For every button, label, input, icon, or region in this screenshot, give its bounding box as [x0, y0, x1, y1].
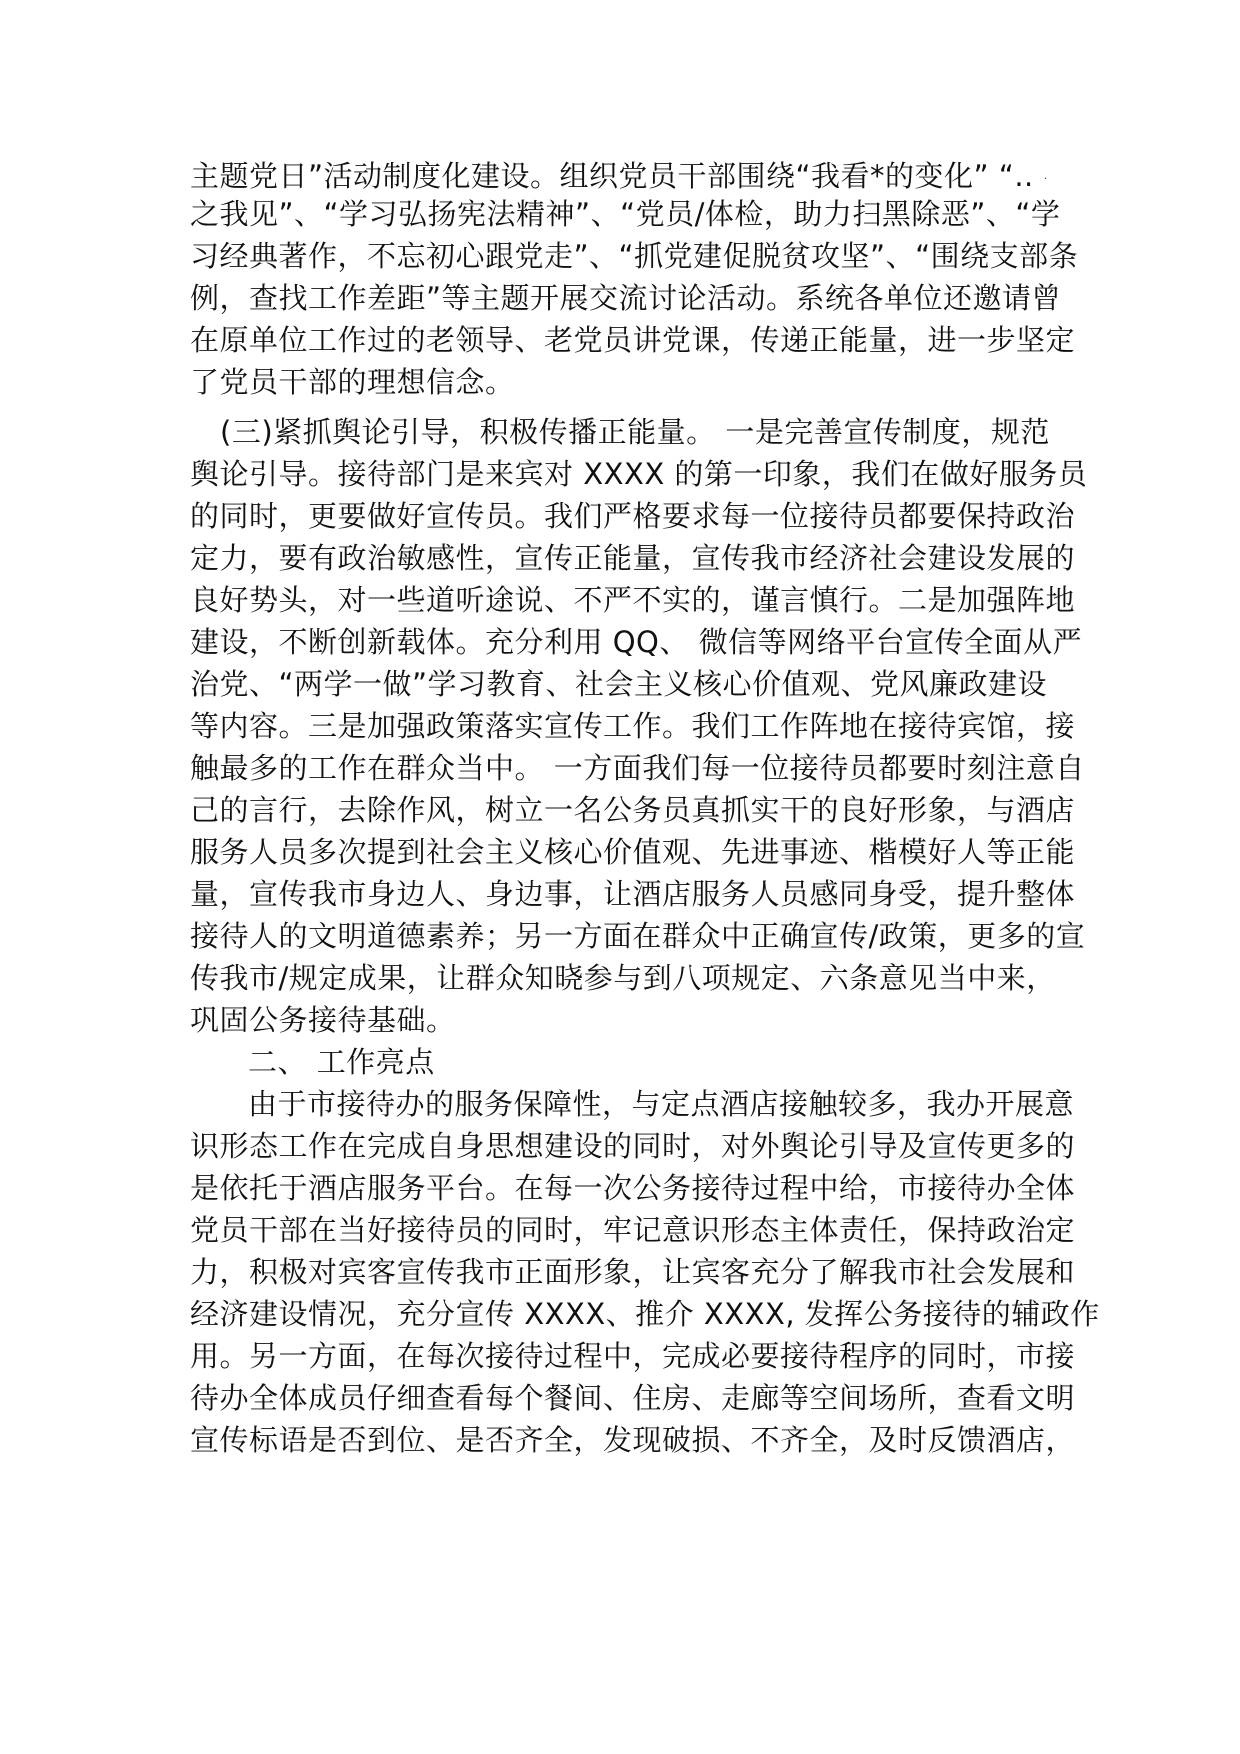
text-line: 己的言行，去除作风，树立一名公务员真抓实干的良好形象，与酒店: [190, 793, 1076, 827]
text-line: 定力，要有政治敏感性，宣传正能量，宣传我市经济社会建设发展的: [190, 541, 1076, 575]
text-line: 之我见”、“学习弘扬宪法精神”、“党员/体检，助力扫黑除恶”、“学: [190, 197, 1061, 231]
text-line: 用。另一方面，在每次接待过程中，完成必要接待程序的同时，市接: [190, 1339, 1076, 1373]
text-line: 力，积极对宾客宣传我市正面形象，让宾客充分了解我市社会发展和: [190, 1255, 1076, 1289]
section-heading: 二、 工作亮点: [248, 1045, 435, 1079]
text-line: 待办全体成员仔细查看每个餐间、住房、走廊等空间场所，查看文明: [190, 1381, 1076, 1415]
text-line: 传我市/规定成果，让群众知晓参与到八项规定、六条意见当中来，: [190, 961, 1056, 995]
text-line: 习经典著作，不忘初心跟党走”、“抓党建促脱贫攻坚”、“围绕支部条: [190, 239, 1079, 273]
text-line: 治党、“两学一做”学习教育、社会主义核心价值观、党风廉政建设: [190, 667, 1048, 701]
stray-mark: ·: [1044, 174, 1048, 185]
text-line: 巩固公务接待基础。: [190, 1003, 456, 1037]
text-line: 建设，不断创新载体。充分利用 QQ、 微信等网络平台宣传全面从严: [190, 625, 1083, 659]
text-line: 在原单位工作过的老领导、老党员讲党课，传递正能量，进一步坚定: [190, 323, 1076, 357]
text-line: 触最多的工作在群众当中。 一方面我们每一位接待员都要时刻注意自: [190, 751, 1085, 785]
text-line: 党员干部在当好接待员的同时，牢记意识形态主体责任，保持政治定: [190, 1213, 1076, 1247]
text-line: 良好势头，对一些道听途说、不严不实的，谨言慎行。二是加强阵地: [190, 583, 1076, 617]
text-line: 是依托于酒店服务平台。在每一次公务接待过程中给，市接待办全体: [190, 1171, 1076, 1205]
text-line: 识形态工作在完成自身思想建设的同时，对外舆论引导及宣传更多的: [190, 1129, 1076, 1163]
text-line: 例，查找工作差距”等主题开展交流讨论活动。系统各单位还邀请曾: [190, 281, 1062, 315]
text-line: 等内容。三是加强政策落实宣传工作。我们工作阵地在接待宾馆，接: [190, 709, 1076, 743]
text-line: 服务人员多次提到社会主义核心价值观、先进事迹、楷模好人等正能: [190, 835, 1076, 869]
text-line: 的同时，更要做好宣传员。我们严格要求每一位接待员都要保持政治: [190, 499, 1076, 533]
section-heading-paragraph: (三)紧抓舆论引导，积极传播正能量。 一是完善宣传制度，规范: [220, 415, 1050, 449]
text-line: 接待人的文明道德素养；另一方面在群众中正确宣传/政策，更多的宣: [190, 919, 1086, 953]
text-line: 主题党日”活动制度化建设。组织党员干部围绕“我看*的变化” “..: [190, 159, 1034, 193]
text-line: 了党员干部的理想信念。: [190, 365, 515, 399]
text-line: 量，宣传我市身边人、身边事，让酒店服务人员感同身受，提升整体: [190, 877, 1076, 911]
text-line: 经济建设情况，充分宣传 XXXX、推介 XXXX, 发挥公务接待的辅政作: [190, 1297, 1100, 1331]
text-line: 舆论引导。接待部门是来宾对 XXXX 的第一印象，我们在做好服务员: [190, 457, 1088, 491]
text-line: 由于市接待办的服务保障性，与定点酒店接触较多，我办开展意: [248, 1087, 1075, 1121]
text-line: 宣传标语是否到位、是否齐全，发现破损、不齐全，及时反馈酒店，: [190, 1423, 1076, 1457]
